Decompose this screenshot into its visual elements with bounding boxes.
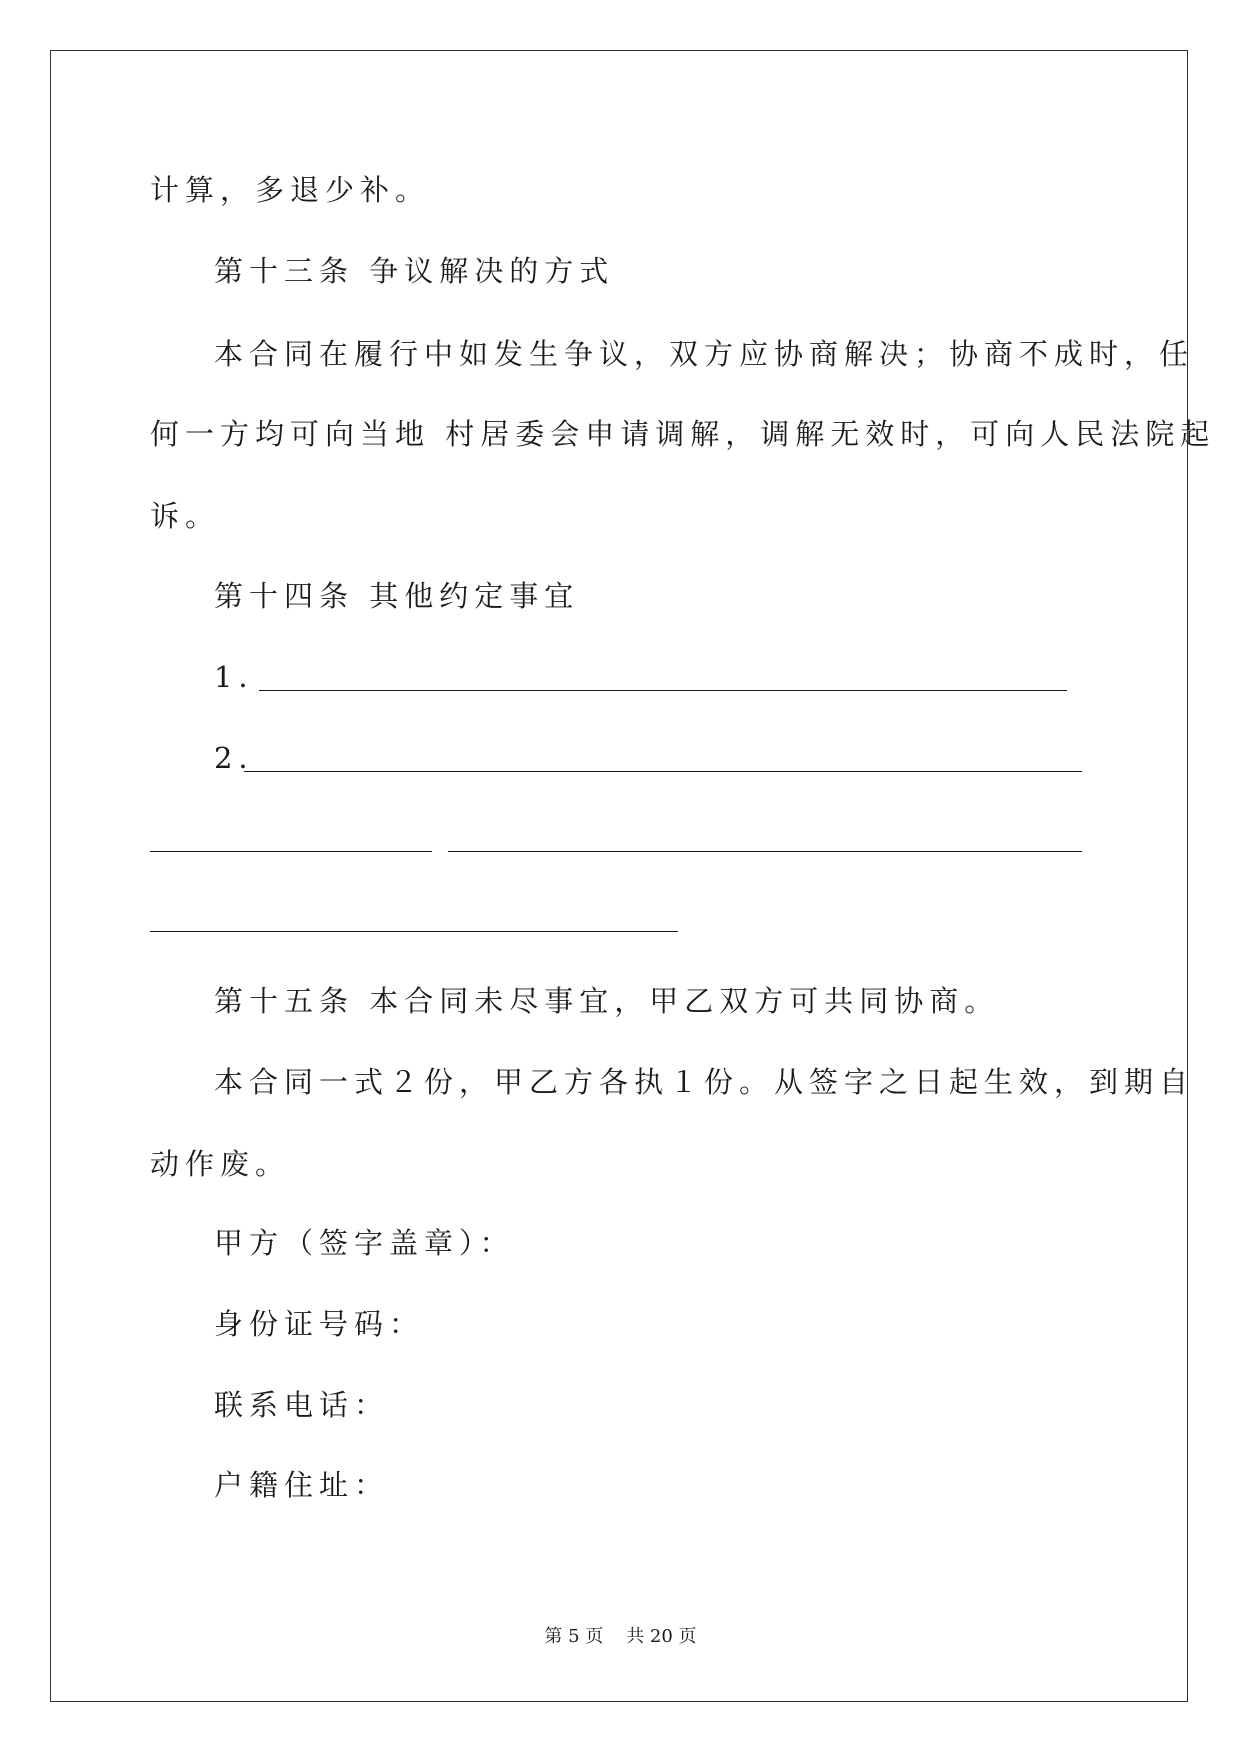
text-line: 计算，多退少补。 — [150, 173, 431, 207]
text-line: 诉。 — [150, 499, 221, 533]
clause-2-blank-line — [150, 851, 432, 852]
id-number-label: 身份证号码： — [214, 1307, 425, 1341]
page-number: 第 5 页 共 20 页 — [544, 1626, 697, 1647]
clause-2-blank-line — [244, 771, 1082, 772]
article-15-heading: 第十五条 本合同未尽事宜，甲乙双方可共同协商。 — [214, 984, 1000, 1018]
address-label: 户籍住址： — [214, 1468, 390, 1502]
text-line: 本合同一式２份，甲乙方各执１份。从签字之日起生效，到期自 — [214, 1065, 1195, 1099]
clause-2-number: 2． — [214, 741, 274, 775]
clause-1-blank-line — [259, 690, 1067, 691]
page-border — [50, 50, 1188, 1702]
party-a-signature-label: 甲方（签字盖章）： — [214, 1226, 515, 1260]
article-14-heading: 第十四条 其他约定事宜 — [214, 579, 580, 613]
clause-2-blank-line — [150, 931, 678, 932]
text-line: 动作废。 — [150, 1147, 291, 1181]
clause-2-blank-line — [448, 851, 1082, 852]
phone-label: 联系电话： — [214, 1388, 390, 1422]
clause-1-number: 1． — [214, 660, 274, 694]
article-13-heading: 第十三条 争议解决的方式 — [214, 254, 615, 288]
text-line: 本合同在履行中如发生争议，双方应协商解决；协商不成时，任 — [214, 337, 1195, 371]
text-line: 何一方均可向当地 村居委会申请调解，调解无效时，可向人民法院起 — [150, 417, 1216, 451]
